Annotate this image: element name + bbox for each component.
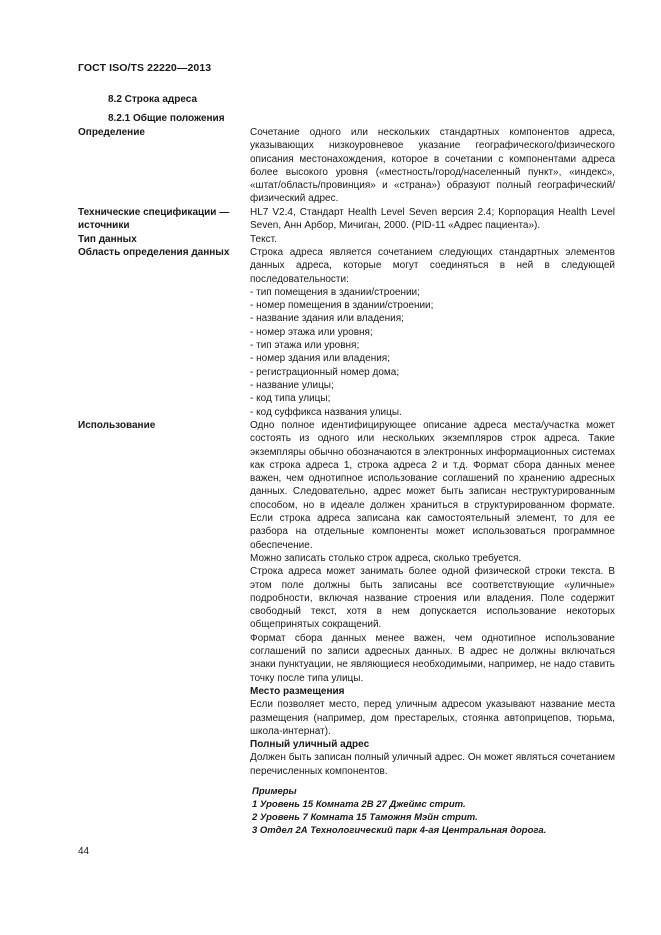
text-specs — [250, 206, 615, 233]
list-item: - номер помещения в здании/строении; — [250, 300, 434, 312]
subheading-street-address: Полный уличный адрес — [250, 739, 370, 751]
subheading-placement: Место размещения — [250, 685, 345, 697]
page-number: 44 — [78, 846, 90, 857]
standard-header: ГОСТ ISO/TS 22220—2013 — [78, 62, 212, 74]
usage-paragraph-5: Если позволяет место, перед уличным адресом указывают название места размещения (например, дом престарелых, стоянка автоприцепов, тюрьма, школа-интернат). — [250, 699, 615, 737]
example-item: 2 Уровень 7 Комната 15 Таможня Мэйн стрит. — [252, 812, 478, 823]
domain-list — [250, 286, 615, 419]
list-item: - номер здания или владения; — [250, 353, 390, 365]
text-definition — [250, 126, 615, 206]
term-definition: Определение — [78, 127, 145, 138]
list-item: - название здания или владения; — [250, 313, 404, 325]
text-usage — [250, 419, 615, 778]
list-item: - название улицы; — [250, 379, 334, 391]
specs-paragraph: HL7 V2.4, Стандарт Health Level Seven версия 2.4; Корпорация Health Level Seven, Анн Арбор, Мичиган, 2000. (PID-11 «Адрес пациента»). — [250, 207, 615, 232]
list-item: - код суффикса названия улицы. — [250, 406, 402, 418]
domain-intro: Строка адреса является сочетанием следующих стандартных элементов данных адреса, которые могут соединяться в ней в следующей последовательности: — [250, 247, 615, 285]
section-title: 8.2 Строка адреса — [108, 94, 198, 105]
usage-paragraph-1: Одно полное идентифицирующее описание адреса места/участка может состоять из одного или нескольких экземпляров строк адреса. Такие экземпляры обычно обозначаются в электронных информационных системах как строка адреса 1, строка адреса 2 и т.д. Формат сбора данных менее важен, чем однотипное использование соглашений по хранению адресных данных. Следовательно, адрес может быть записан неструктурированным способом, но в идеале должен храниться в структурированном формате. Если строка адреса записана как самостоятельный элемент, то для ее разбора на отдельные компоненты может использоваться программное обеспечение. — [250, 420, 615, 551]
definition-paragraph: Сочетание одного или нескольких стандартных компонентов адреса, указывающих низкоуровневое указание географического/физического описания местонахождения, которое в сочетании с компонентами адреса более высокого уровня («местность/город/населенный пункт», «индекс», «штат/область/провинция» и «страна») образуют полный географический/физический адрес. — [250, 127, 615, 205]
example-item: 3 Отдел 2А Технологический парк 4-ая Центральная дорога. — [252, 825, 547, 836]
examples-title: Примеры — [252, 786, 297, 797]
list-item: - тип помещения в здании/строении; — [250, 286, 420, 298]
text-domain — [250, 246, 615, 419]
usage-paragraph-2: Можно записать столько строк адреса, сколько требуется. — [250, 552, 522, 564]
term-specs: Технические спецификации — источники — [78, 207, 230, 231]
term-usage: Использование — [78, 420, 156, 431]
usage-paragraph-3: Строка адреса может занимать более одной физической строки текста. В этом поле должны быть записаны все соответствующие «уличные» подробности, включая название строения или владения. Поле содержит свободный текст, хотя в нем допускается использование некоторых общепринятых сокращений. — [250, 566, 615, 631]
subsection-title: 8.2.1 Общие положения — [108, 113, 225, 124]
term-datatype: Тип данных — [78, 234, 137, 245]
examples-block — [252, 785, 617, 837]
list-item: - тип этажа или уровня; — [250, 340, 360, 352]
datatype-value: Текст. — [250, 234, 277, 245]
term-domain: Область определения данных — [78, 247, 230, 258]
example-item: 1 Уровень 15 Комната 2В 27 Джеймс стрит. — [252, 799, 466, 810]
usage-paragraph-6: Должен быть записан полный уличный адрес. Он может являться сочетанием перечисленных компонентов. — [250, 752, 615, 777]
list-item: - номер этажа или уровня; — [250, 326, 373, 338]
text-datatype — [250, 233, 615, 246]
usage-paragraph-4: Формат сбора данных менее важен, чем однотипное использование соглашений по записи адресных данных. В адрес не должны включаться знаки пунктуации, не являющиеся необходимыми, например, не надо ставить точку после типа улицы. — [250, 632, 615, 684]
list-item: - код типа улицы; — [250, 393, 331, 405]
list-item: - регистрационный номер дома; — [250, 366, 400, 378]
